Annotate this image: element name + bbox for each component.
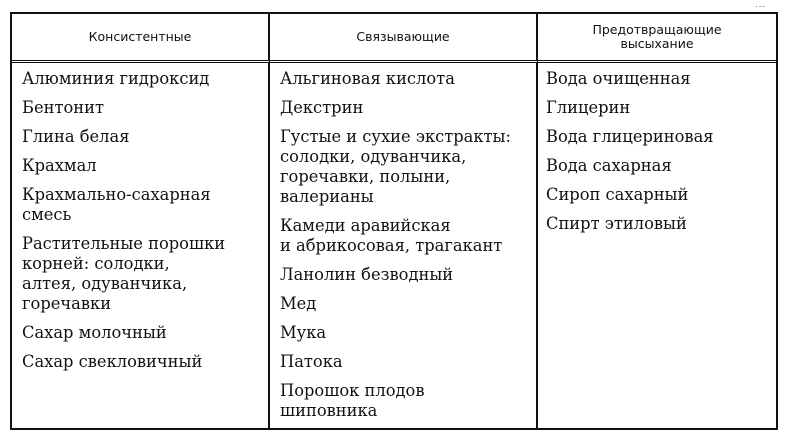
consistent-item: Крахмал — [22, 156, 97, 175]
header-anti-drying-line1: Предотвращающие — [592, 22, 722, 37]
anti-drying-item: Сироп сахарный — [546, 185, 689, 204]
binding-item: Порошок плодов шиповника — [280, 381, 425, 420]
binding-item: Альгиновая кислота — [280, 69, 455, 88]
binding-item: Патока — [280, 352, 343, 371]
anti-drying-item: Спирт этиловый — [546, 214, 687, 233]
binding-item: Камеди аравийская и абрикосовая, трагакант — [280, 216, 503, 255]
consistent-item: Сахар молочный — [22, 323, 167, 342]
header-binding-label: Связывающие — [356, 29, 450, 44]
anti-drying-item: Глицерин — [546, 98, 631, 117]
column-anti-drying — [538, 63, 776, 430]
page-corner-mark: ... — [755, 0, 766, 9]
binding-item: Густые и сухие экстракты: солодки, одуванчика, горечавки, полыни, валерианы — [280, 127, 511, 206]
header-consistent-label: Консистентные — [88, 29, 192, 44]
anti-drying-item: Вода очищенная — [546, 69, 691, 88]
binding-item: Мука — [280, 323, 327, 342]
consistent-item: Крахмально-сахарная смесь — [22, 185, 211, 224]
binding-item: Декстрин — [280, 98, 364, 117]
anti-drying-item: Вода сахарная — [546, 156, 672, 175]
consistent-item: Глина белая — [22, 127, 130, 146]
binding-item: Мед — [280, 294, 317, 313]
header-binding — [270, 14, 538, 63]
excipients-table — [10, 12, 778, 430]
header-consistent — [12, 14, 270, 63]
consistent-item: Растительные порошки корней: солодки, алтея, одуванчика, горечавки — [22, 234, 226, 313]
column-consistent — [12, 63, 270, 430]
header-anti-drying-line2: высыхание — [620, 36, 694, 51]
header-anti-drying — [538, 14, 776, 63]
consistent-item: Бентонит — [22, 98, 104, 117]
consistent-item: Алюминия гидроксид — [22, 69, 210, 88]
column-binding — [270, 63, 538, 430]
consistent-item: Сахар свекловичный — [22, 352, 203, 371]
anti-drying-item: Вода глицериновая — [546, 127, 714, 146]
binding-item: Ланолин безводный — [280, 265, 454, 284]
